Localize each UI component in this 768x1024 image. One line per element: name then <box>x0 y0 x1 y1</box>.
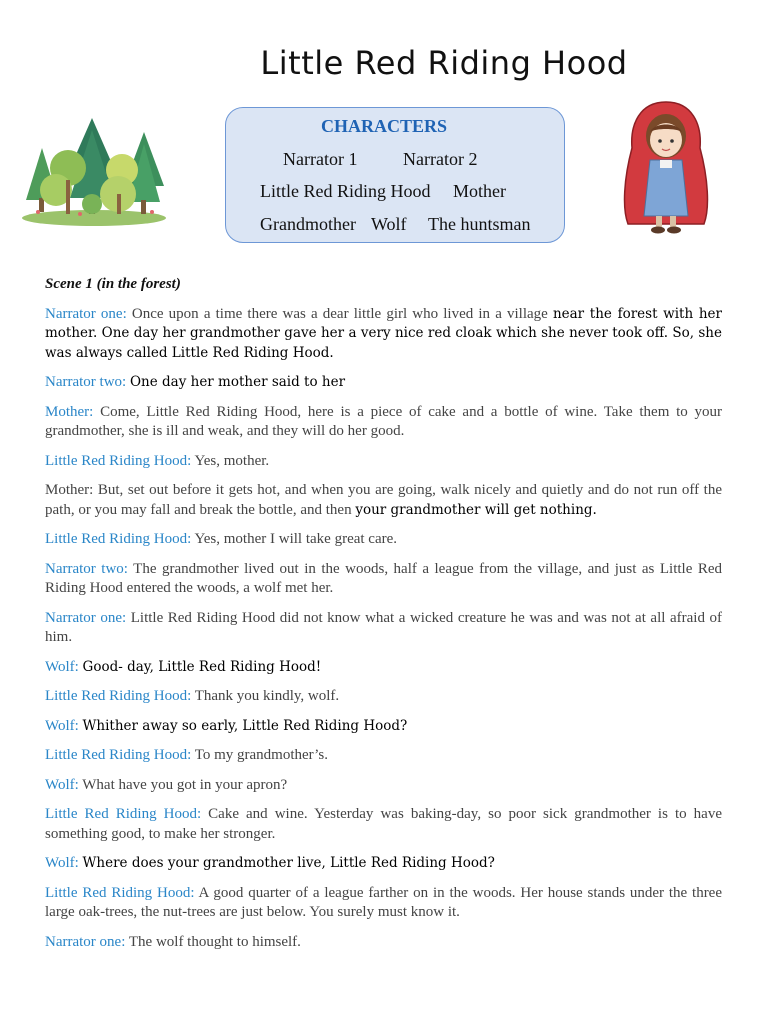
speaker-label: Little Red Riding Hood: <box>45 884 195 901</box>
dialogue-line <box>45 776 722 796</box>
dialogue-text: Mother: But, set out before it gets hot, and when you are going, walk nicely and quietly and do not run off the path, or you may fall and break the bottle, and then <box>45 482 722 518</box>
character-name: Narrator 1 <box>283 149 358 169</box>
dialogue-line <box>45 530 722 550</box>
dialogue-line <box>45 746 722 766</box>
dialogue-text: Whither away so early, Little Red Riding Hood? <box>82 717 408 734</box>
speaker-label: Wolf: <box>45 717 79 734</box>
dialogue-text: A good quarter of a league farther on in the woods. Her house stands under the three large oak-trees, the nut-trees are just below. You surely must know it. <box>45 884 723 920</box>
dialogue-line <box>45 658 722 678</box>
red-riding-hood-illustration <box>616 98 716 238</box>
characters-row-1 <box>226 149 566 171</box>
dialogue-text: To my grandmother’s. <box>191 747 328 763</box>
speaker-label: Wolf: <box>45 776 79 793</box>
page-title: Little Red Riding Hood <box>260 44 628 82</box>
speaker-label: Narrator one: <box>45 933 126 950</box>
speaker-label: Little Red Riding Hood: <box>45 747 192 763</box>
speaker-label: Narrator one: <box>45 305 127 322</box>
dialogue-text: near the forest with her mother. One day her grandmother gave her a very nice red cloak which she never took off. So, she was always called Little Red Riding Hood. <box>45 305 722 361</box>
speaker-label: Mother: <box>45 403 94 420</box>
dialogue-line <box>45 854 722 874</box>
character-name: Narrator 2 <box>403 149 478 169</box>
character-name: Mother <box>453 181 506 201</box>
dialogue-text: Come, Little Red Riding Hood, here is a piece of cake and a bottle of wine. Take them to your grandmother, she is ill and weak, and they will do her good. <box>45 403 722 439</box>
character-name: The huntsman <box>428 214 531 234</box>
characters-row-3 <box>226 214 566 236</box>
script-body <box>45 275 722 962</box>
dialogue-text: The grandmother lived out in the woods, half a league from the village, and just as Little Red Riding Hood entered the woods, a wolf met her. <box>45 560 722 596</box>
character-name: Grandmother <box>260 214 356 234</box>
forest-trees-illustration <box>20 110 168 228</box>
dialogue-text: What have you got in your apron? <box>78 776 288 793</box>
dialogue-line <box>45 609 722 648</box>
character-name: Wolf <box>371 214 407 234</box>
dialogue-line <box>45 481 722 520</box>
dialogue-text: Yes, mother. <box>191 452 270 469</box>
characters-box <box>225 107 565 243</box>
dialogue-text: Yes, mother I will take great care. <box>191 531 398 547</box>
dialogue-text: your grandmother will get nothing. <box>355 501 597 518</box>
speaker-label: Narrator two: <box>45 374 127 390</box>
dialogue-line <box>45 373 722 393</box>
speaker-label: Little Red Riding Hood: <box>45 531 192 547</box>
speaker-label: Little Red Riding Hood: <box>45 806 202 822</box>
speaker-label: Little Red Riding Hood: <box>45 452 192 469</box>
dialogue-text: Cake and wine. Yesterday was baking-day, so poor sick grandmother is to have something good, to make her stronger. <box>45 806 722 842</box>
dialogue-text: Thank you kindly, wolf. <box>191 688 340 704</box>
speaker-label: Little Red Riding Hood: <box>45 688 192 704</box>
dialogue-line <box>45 805 722 844</box>
dialogue-text: One day her mother said to her <box>129 374 346 390</box>
characters-row-2 <box>226 181 566 203</box>
speaker-label: Wolf: <box>45 855 79 871</box>
speaker-label: Narrator two: <box>45 560 128 577</box>
dialogue-line <box>45 884 722 923</box>
dialogue-line <box>45 452 722 472</box>
speaker-label: Narrator one: <box>45 609 127 626</box>
dialogue-line <box>45 687 722 707</box>
characters-heading: CHARACTERS <box>320 116 448 136</box>
dialogue-line <box>45 403 722 442</box>
character-name: Little Red Riding Hood <box>260 181 431 201</box>
dialogue-text: Good- day, Little Red Riding Hood! <box>82 658 322 675</box>
dialogue-text: Little Red Riding Hood did not know what a wicked creature he was and was not at all afraid of him. <box>45 609 722 645</box>
dialogue-line <box>45 717 722 737</box>
dialogue-line <box>45 933 722 953</box>
dialogue-text: The wolf thought to himself. <box>125 933 301 950</box>
dialogue-line <box>45 305 722 364</box>
dialogue-text: Once upon a time there was a dear little girl who lived in a village <box>126 305 553 322</box>
speaker-label: Wolf: <box>45 658 79 675</box>
dialogue-line <box>45 560 722 599</box>
dialogue-text: Where does your grandmother live, Little Red Riding Hood? <box>82 855 495 871</box>
scene-heading: Scene 1 (in the forest) <box>45 276 181 292</box>
